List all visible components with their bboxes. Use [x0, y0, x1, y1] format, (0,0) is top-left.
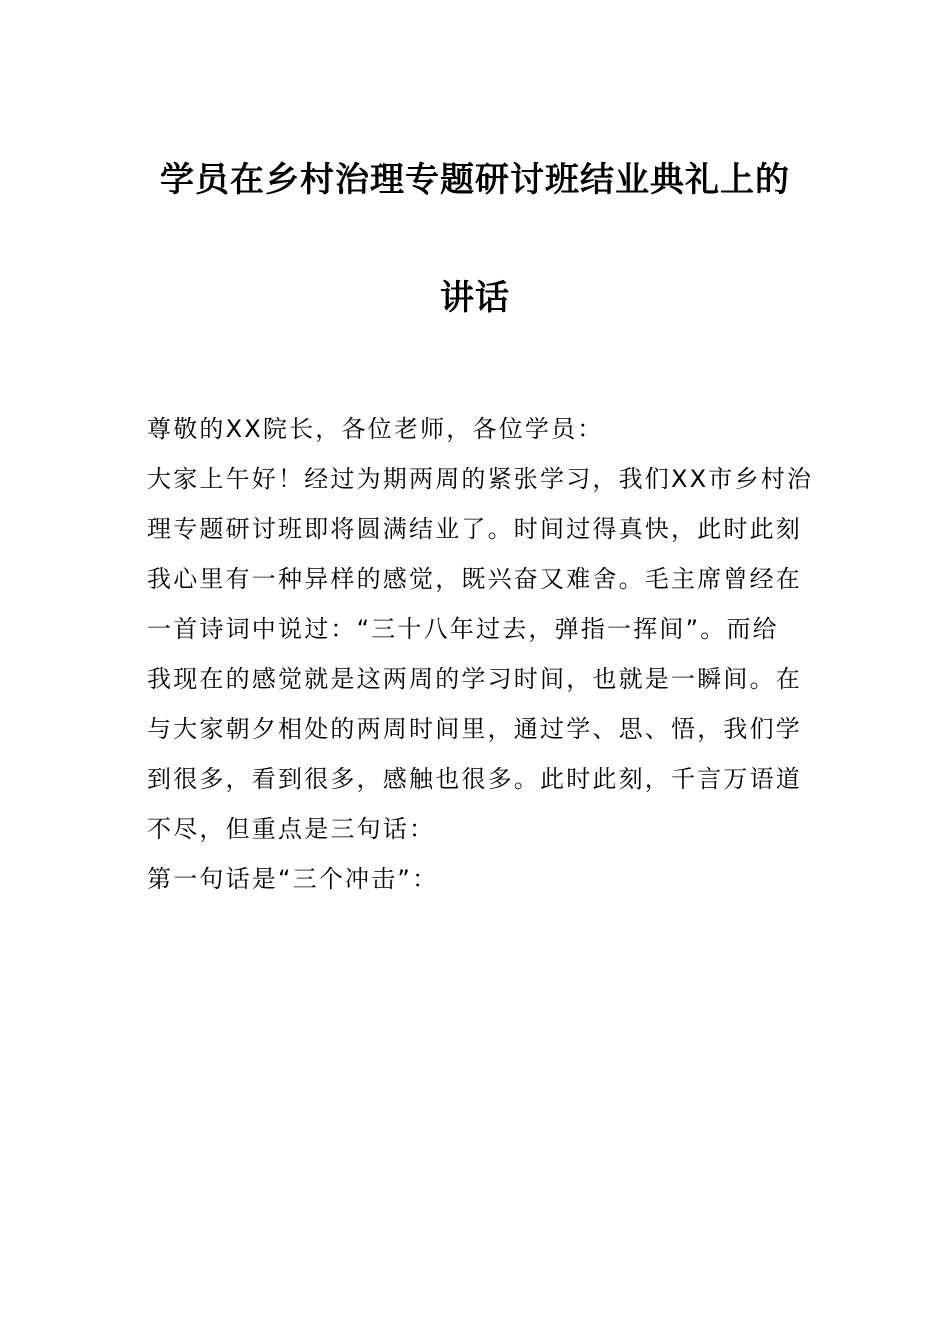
- paragraph-line: 一首诗词中说过：“三十八年过去，弹指一挥间”。而给: [147, 615, 779, 643]
- salutation: 尊敬的XX院长，各位老师，各位学员：: [147, 415, 604, 443]
- paragraph-line: 不尽，但重点是三句话：: [147, 815, 436, 843]
- paragraph-line: 大家上午好！经过为期两周的紧张学习，我们XX市乡村治: [147, 465, 814, 493]
- paragraph-line: 理专题研讨班即将圆满结业了。时间过得真快，此时此刻: [147, 515, 802, 543]
- paragraph-opening: [147, 454, 814, 854]
- paragraph-line: 我心里有一种异样的感觉，既兴奋又难舍。毛主席曾经在: [147, 565, 802, 593]
- document-title-line-2: 讲话: [440, 278, 510, 318]
- document-title-line-1: 学员在乡村治理专题研讨班结业典礼上的: [160, 160, 790, 200]
- paragraph-line: 我现在的感觉就是这两周的学习时间，也就是一瞬间。在: [147, 665, 802, 693]
- paragraph-first-point: 第一句话是“三个冲击”：: [147, 865, 439, 893]
- paragraph-line: 与大家朝夕相处的两周时间里，通过学、思、悟，我们学: [147, 715, 802, 743]
- paragraph-line: 到很多，看到很多，感触也很多。此时此刻，千言万语道: [147, 765, 802, 793]
